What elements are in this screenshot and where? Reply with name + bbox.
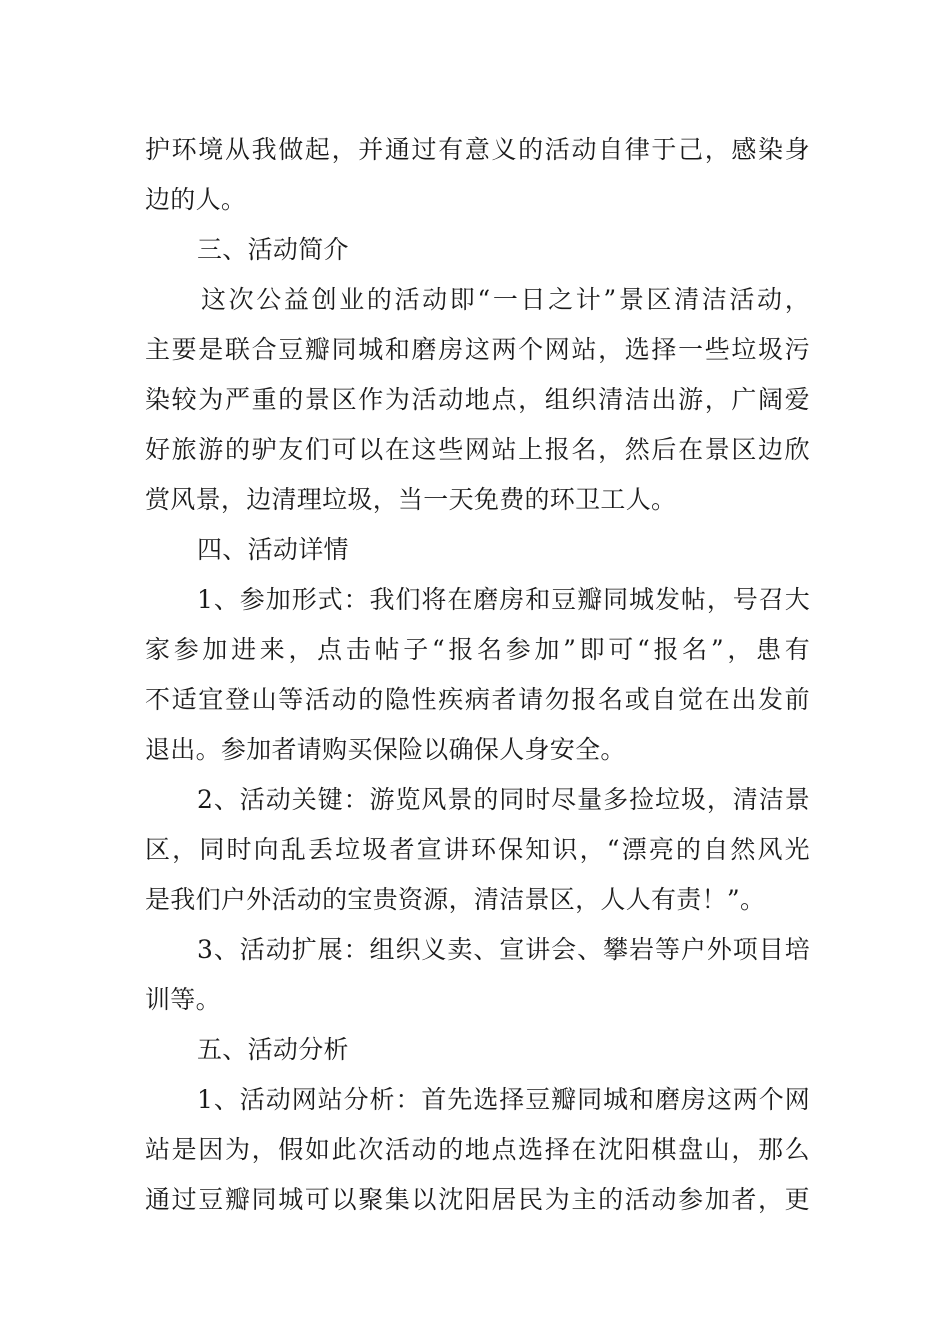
text-line: 站是因为，假如此次活动的地点选择在沈阳棋盘山，那么 (145, 1135, 810, 1164)
section-heading-3: 三、活动简介 (197, 235, 349, 264)
text-line: 护环境从我做起，并通过有意义的活动自律于己，感染身 (145, 135, 810, 164)
text-line: 区，同时向乱丢垃圾者宣讲环保知识，“漂亮的自然风光 (145, 835, 810, 864)
section-heading-5: 五、活动分析 (197, 1035, 349, 1064)
text-line: 通过豆瓣同城可以聚集以沈阳居民为主的活动参加者，更 (145, 1185, 810, 1214)
text-line: 赏风景，边清理垃圾，当一天免费的环卫工人。 (145, 485, 677, 514)
text-line: 边的人。 (145, 185, 247, 214)
text-line: 2、活动关键：游览风景的同时尽量多捡垃圾，清洁景 (197, 785, 810, 814)
text-line: 这次公益创业的活动即“一日之计”景区清洁活动， (201, 285, 810, 314)
text-line: 1、活动网站分析：首先选择豆瓣同城和磨房这两个网 (197, 1085, 810, 1114)
document-body (145, 125, 810, 1225)
text-line: 是我们户外活动的宝贵资源，清洁景区，人人有责！”。 (145, 885, 766, 914)
text-line: 好旅游的驴友们可以在这些网站上报名，然后在景区边欣 (145, 435, 810, 464)
text-line: 家参加进来，点击帖子“报名参加”即可“报名”，患有 (145, 635, 810, 664)
text-line: 3、活动扩展：组织义卖、宣讲会、攀岩等户外项目培 (197, 935, 810, 964)
section-heading-4: 四、活动详情 (197, 535, 349, 564)
text-line: 训等。 (145, 985, 221, 1014)
text-line: 1、参加形式：我们将在磨房和豆瓣同城发帖，号召大 (197, 585, 810, 614)
text-line: 退出。参加者请购买保险以确保人身安全。 (145, 735, 626, 764)
text-line: 染较为严重的景区作为活动地点，组织清洁出游，广阔爱 (145, 385, 810, 414)
text-line: 主要是联合豆瓣同城和磨房这两个网站，选择一些垃圾污 (145, 335, 810, 364)
text-line: 不适宜登山等活动的隐性疾病者请勿报名或自觉在出发前 (145, 685, 810, 714)
